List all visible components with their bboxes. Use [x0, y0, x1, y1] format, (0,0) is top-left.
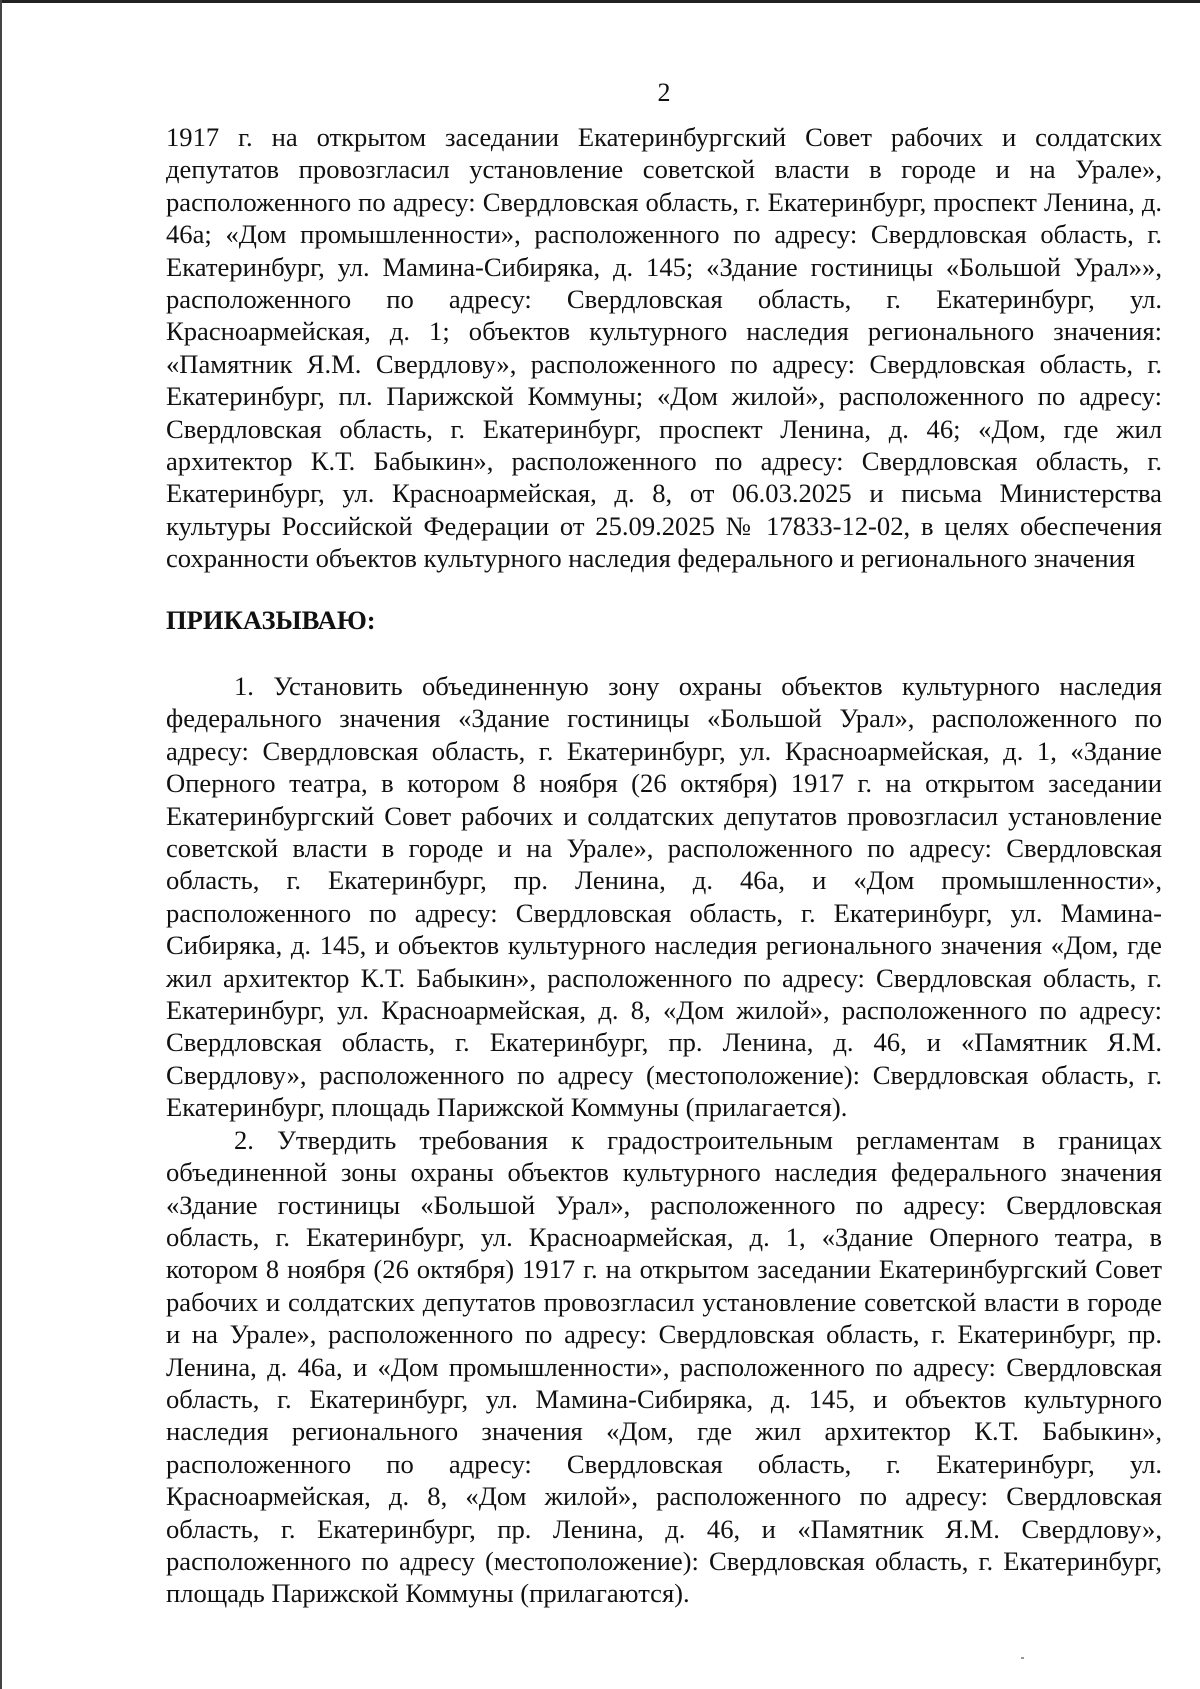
order-items — [166, 670, 1162, 1610]
preamble-paragraph: 1917 г. на открытом заседании Екатеринбургский Совет рабочих и солдатских депутатов провозгласил установление советской власти в городе и на Урале», расположенного по адресу: Свердловская область, г. Екатеринбург, проспект Ленина, д. 46а; «Дом промышленности», расположенного по адресу: Свердловская область, г. Екатеринбург, ул. Мамина-Сибиряка, д. 145; «Здание гостиницы «Большой Урал»», расположенного по адресу: Свердловская область, г. Екатеринбург, ул. Красноармейская, д. 1; объектов культурного наследия регионального значения: «Памятник Я.М. Свердлову», расположенного по адресу: Свердловская область, г. Екатеринбург, пл. Парижской Коммуны; «Дом жилой», расположенного по адресу: Свердловская область, г. Екатеринбург, проспект Ленина, д. 46; «Дом, где жил архитектор К.Т. Бабыкин», расположенного по адресу: Свердловская область, г. Екатеринбург, ул. Красноармейская, д. 8, от 06.03.2025 и письма Министерства культуры Российской Федерации от 25.09.2025 № 17833-12-02, в целях обеспечения сохранности объектов культурного наследия федерального и регионального значения — [166, 122, 1162, 574]
scan-dot-mark — [1021, 1657, 1024, 1659]
scan-edge-top — [0, 0, 1200, 3]
order-item-1: 1. Установить объединенную зону охраны объектов культурного наследия федерального значения «Здание гостиницы «Большой Урал», расположенного по адресу: Свердловская область, г. Екатеринбург, ул. Красноармейская, д. 1, «Здание Оперного театра, в котором 8 ноября (26 октября) 1917 г. на открытом заседании Екатеринбургский Совет рабочих и солдатских депутатов провозгласил установление советской власти в городе и на Урале», расположенного по адресу: Свердловская область, г. Екатеринбург, пр. Ленина, д. 46а, и «Дом промышленности», расположенного по адресу: Свердловская область, г. Екатеринбург, ул. Мамина-Сибиряка, д. 145, и объектов культурного наследия регионального значения «Дом, где жил архитектор К.Т. Бабыкин», расположенного по адресу: Свердловская область, г. Екатеринбург, ул. Красноармейская, д. 8, «Дом жилой», расположенного по адресу: Свердловская область, г. Екатеринбург, пр. Ленина, д. 46, и «Памятник Я.М. Свердлову», расположенного по адресу (местоположение): Свердловская область, г. Екатеринбург, площадь Парижской Коммуны (прилагается). — [166, 671, 1162, 1123]
order-heading: ПРИКАЗЫВАЮ: — [166, 605, 376, 635]
page-number: 2 — [657, 78, 671, 107]
scan-edge-left — [0, 0, 2, 1689]
order-item-2: 2. Утвердить требования к градостроительным регламентам в границах объединенной зоны охраны объектов культурного наследия федерального значения «Здание гостиницы «Большой Урал», расположенного по адресу: Свердловская область, г. Екатеринбург, ул. Красноармейская, д. 1, «Здание Оперного театра, в котором 8 ноября (26 октября) 1917 г. на открытом заседании Екатеринбургский Совет рабочих и солдатских депутатов провозгласил установление советской власти в городе и на Урале», расположенного по адресу: Свердловская область, г. Екатеринбург, пр. Ленина, д. 46а, и «Дом промышленности», расположенного по адресу: Свердловская область, г. Екатеринбург, ул. Мамина-Сибиряка, д. 145, и объектов культурного наследия регионального значения «Дом, где жил архитектор К.Т. Бабыкин», расположенного по адресу: Свердловская область, г. Екатеринбург, ул. Красноармейская, д. 8, «Дом жилой», расположенного по адресу: Свердловская область, г. Екатеринбург, пр. Ленина, д. 46, и «Памятник Я.М. Свердлову», расположенного по адресу (местоположение): Свердловская область, г. Екатеринбург, площадь Парижской Коммуны (прилагаются). — [166, 1124, 1162, 1609]
